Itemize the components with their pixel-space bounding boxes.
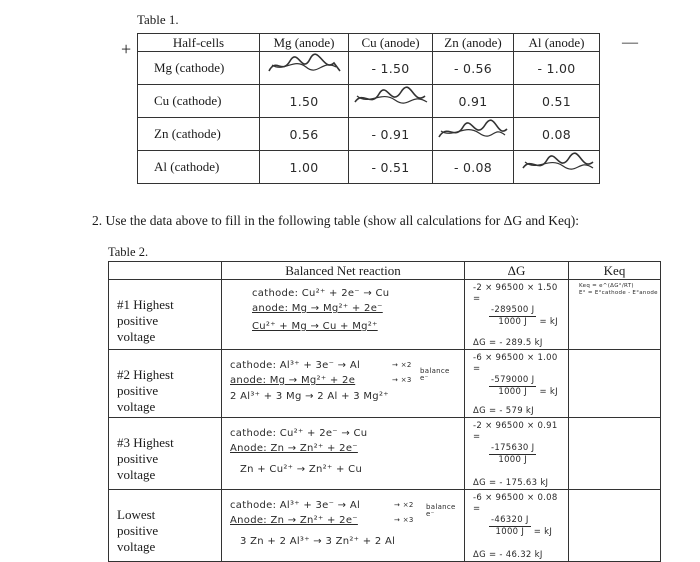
scribble-mark bbox=[351, 86, 431, 112]
row-label-line: voltage bbox=[117, 467, 156, 482]
table2-keq-cell bbox=[569, 490, 661, 562]
scribble-mark bbox=[264, 53, 344, 79]
question-text: 2. Use the data above to fill in the following table (show all calculations for ΔG and Keq): bbox=[92, 213, 580, 228]
table1-header-row bbox=[138, 34, 600, 52]
anode-half-reaction: Anode: Zn → Zn²⁺ + 2e⁻ bbox=[230, 443, 358, 454]
table1-corner-header: Half-cells bbox=[138, 34, 260, 52]
table1-cell: - 1.00 bbox=[514, 52, 600, 85]
table2 bbox=[108, 261, 661, 562]
table1-row-label: Zn (cathode) bbox=[138, 118, 260, 151]
table1-scribble-cell bbox=[433, 118, 514, 151]
table2-reaction-cell bbox=[222, 490, 465, 562]
table2-dg-cell bbox=[465, 280, 569, 350]
dg-denominator: 1000 J bbox=[498, 387, 528, 397]
table1-cell: 1.00 bbox=[260, 151, 349, 184]
table1-row bbox=[138, 151, 600, 184]
balance-note: balance e⁻ bbox=[426, 503, 456, 518]
dg-fraction bbox=[489, 375, 536, 398]
table2-row-label bbox=[109, 350, 222, 418]
row-label-line: voltage bbox=[117, 539, 156, 554]
dg-result: ΔG = - 175.63 kJ bbox=[473, 478, 549, 488]
row-label-line: #1 Highest bbox=[117, 297, 174, 312]
table1-cell: 0.08 bbox=[514, 118, 600, 151]
cathode-half-reaction: cathode: Al³⁺ + 3e⁻ → Al bbox=[230, 500, 361, 511]
table2-row bbox=[109, 280, 661, 350]
keq-formula: Keq = e^(ΔG°/RT) bbox=[579, 283, 634, 289]
multiplier-note: → ×3 bbox=[392, 376, 412, 384]
table1-row-label: Al (cathode) bbox=[138, 151, 260, 184]
dg-result: ΔG = - 579 kJ bbox=[473, 406, 534, 416]
table1-cell: - 0.91 bbox=[349, 118, 433, 151]
multiplier-note: → ×2 bbox=[392, 361, 412, 369]
row-label-line: positive bbox=[117, 451, 159, 466]
row-label-line: voltage bbox=[117, 399, 156, 414]
table1-cell: 0.56 bbox=[260, 118, 349, 151]
table2-row bbox=[109, 490, 661, 562]
table2-dg-cell bbox=[465, 490, 569, 562]
table1-cell: - 0.51 bbox=[349, 151, 433, 184]
cathode-half-reaction: cathode: Al³⁺ + 3e⁻ → Al bbox=[230, 360, 361, 371]
table1-cell: - 0.56 bbox=[433, 52, 514, 85]
anode-half-reaction: anode: Mg → Mg²⁺ + 2e⁻ bbox=[252, 303, 383, 314]
table1-row-label: Cu (cathode) bbox=[138, 85, 260, 118]
table1-col-header: Al (anode) bbox=[514, 34, 600, 52]
table1-scribble-cell bbox=[260, 52, 349, 85]
net-reaction: 3 Zn + 2 Al³⁺ → 3 Zn²⁺ + 2 Al bbox=[240, 536, 396, 547]
table1-col-header: Mg (anode) bbox=[260, 34, 349, 52]
dg-numerator: -289500 J bbox=[491, 305, 535, 315]
balance-note: balance e⁻ bbox=[420, 367, 450, 382]
row-label-line: Lowest bbox=[117, 507, 156, 522]
table2-caption: Table 2. bbox=[108, 245, 149, 259]
table1-caption: Table 1. bbox=[137, 12, 179, 27]
dg-calc-line: -6 × 96500 × 0.08 = bbox=[473, 493, 558, 514]
plus-mark: + bbox=[121, 39, 132, 59]
table1-scribble-cell bbox=[349, 85, 433, 118]
table2-row bbox=[109, 418, 661, 490]
table2-dg-cell bbox=[465, 418, 569, 490]
dg-unit: = kJ bbox=[539, 317, 558, 327]
table2-header-row bbox=[109, 262, 661, 280]
table2-row-label bbox=[109, 418, 222, 490]
table1-row bbox=[138, 52, 600, 85]
dg-result: ΔG = - 289.5 kJ bbox=[473, 338, 543, 348]
net-reaction: Cu²⁺ + Mg → Cu + Mg²⁺ bbox=[252, 321, 378, 332]
dg-numerator: -579000 J bbox=[491, 375, 535, 385]
dg-unit: = kJ bbox=[539, 387, 558, 397]
net-reaction: 2 Al³⁺ + 3 Mg → 2 Al + 3 Mg²⁺ bbox=[230, 391, 389, 402]
table1-cell: 1.50 bbox=[260, 85, 349, 118]
table2-reaction-cell bbox=[222, 350, 465, 418]
table2-reaction-cell bbox=[222, 280, 465, 350]
table2-header-net: Balanced Net reaction bbox=[222, 262, 465, 280]
anode-half-reaction: Anode: Zn → Zn²⁺ + 2e⁻ bbox=[230, 515, 358, 526]
ecell-formula: E° = E°cathode - E°anode bbox=[579, 290, 658, 296]
table1-col-header: Cu (anode) bbox=[349, 34, 433, 52]
table1-row bbox=[138, 118, 600, 151]
scribble-mark bbox=[435, 119, 511, 145]
table1-row-label: Mg (cathode) bbox=[138, 52, 260, 85]
dg-fraction bbox=[489, 305, 536, 328]
dg-calc-line: -2 × 96500 × 1.50 = bbox=[473, 283, 558, 304]
anode-half-reaction: anode: Mg → Mg²⁺ + 2e bbox=[230, 375, 356, 386]
dg-result: ΔG = - 46.32 kJ bbox=[473, 550, 543, 560]
row-label-line: positive bbox=[117, 383, 159, 398]
net-reaction: Zn + Cu²⁺ → Zn²⁺ + Cu bbox=[240, 464, 363, 475]
table1-scribble-cell bbox=[514, 151, 600, 184]
dg-unit: = kJ bbox=[533, 527, 553, 537]
dg-numerator: -46320 J bbox=[491, 515, 529, 525]
cathode-half-reaction: cathode: Cu²⁺ + 2e⁻ → Cu bbox=[230, 428, 368, 439]
table1-cell: 0.51 bbox=[514, 85, 600, 118]
table1-cell: - 0.08 bbox=[433, 151, 514, 184]
table1-col-header: Zn (anode) bbox=[433, 34, 514, 52]
multiplier-note: → ×3 bbox=[394, 516, 414, 524]
dg-denominator: 1000 J bbox=[498, 317, 528, 327]
row-label-line: positive bbox=[117, 313, 159, 328]
table1-row bbox=[138, 85, 600, 118]
table2-dg-cell bbox=[465, 350, 569, 418]
row-label-line: #2 Highest bbox=[117, 367, 174, 382]
row-label-line: positive bbox=[117, 523, 159, 538]
dg-denominator: 1000 J bbox=[498, 455, 528, 465]
table2-keq-cell bbox=[569, 280, 661, 350]
dg-calc-line: -6 × 96500 × 1.00 = bbox=[473, 353, 558, 374]
table1-cell: 0.91 bbox=[433, 85, 514, 118]
table1-cell: - 1.50 bbox=[349, 52, 433, 85]
dg-fraction bbox=[489, 515, 531, 538]
dg-numerator: -175630 J bbox=[491, 443, 535, 453]
multiplier-note: → ×2 bbox=[394, 501, 414, 509]
row-label-line: voltage bbox=[117, 329, 156, 344]
dg-calc-line: -2 × 96500 × 0.91 = bbox=[473, 421, 558, 442]
table2-row bbox=[109, 350, 661, 418]
table2-header-keq: Keq bbox=[569, 262, 661, 280]
table2-row-label bbox=[109, 280, 222, 350]
cathode-half-reaction: cathode: Cu²⁺ + 2e⁻ → Cu bbox=[252, 288, 390, 299]
table1 bbox=[137, 33, 600, 184]
dash-mark: — bbox=[622, 34, 638, 51]
row-label-line: #3 Highest bbox=[117, 435, 174, 450]
table2-reaction-cell bbox=[222, 418, 465, 490]
scribble-mark bbox=[517, 152, 597, 178]
table2-row-label bbox=[109, 490, 222, 562]
table2-keq-cell bbox=[569, 350, 661, 418]
table2-header-dg: ΔG bbox=[465, 262, 569, 280]
dg-fraction bbox=[489, 443, 536, 466]
table2-keq-cell bbox=[569, 418, 661, 490]
table2-blank-header bbox=[109, 262, 222, 280]
dg-denominator: 1000 J bbox=[495, 527, 525, 537]
